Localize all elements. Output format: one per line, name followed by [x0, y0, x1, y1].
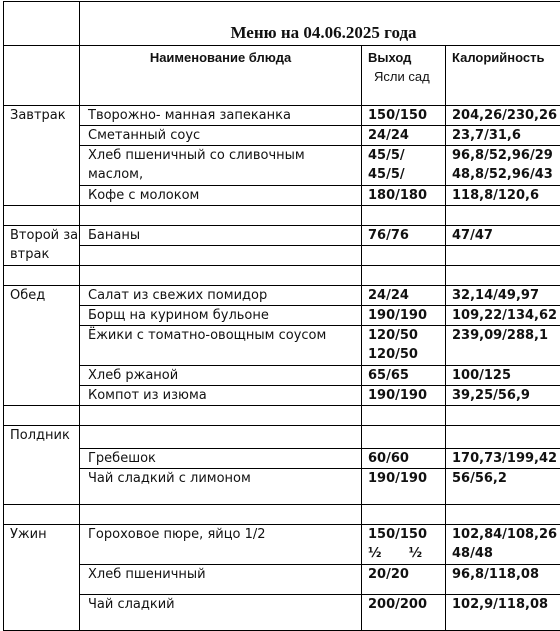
dish-output: 24/24	[362, 126, 446, 146]
dish-name: Творожно- манная запеканка	[80, 106, 362, 126]
dish-name: Чай сладкий	[80, 595, 362, 631]
table-row	[4, 106, 560, 126]
dish-output	[362, 326, 446, 366]
meal-label-lunch: Обед	[4, 286, 80, 406]
empty-cell	[4, 505, 80, 525]
dish-output: 150/150	[362, 106, 446, 126]
dish-output: 190/190	[362, 306, 446, 326]
table-row	[4, 186, 560, 206]
empty-cell	[446, 206, 560, 226]
dish-output-line: 150/150	[368, 527, 428, 542]
title-row	[4, 2, 560, 46]
meal-label-breakfast: Завтрак	[4, 106, 80, 206]
table-row	[4, 286, 560, 306]
dish-output: 20/20	[362, 565, 446, 595]
table-row	[4, 565, 560, 595]
dish-name: Гребешок	[80, 449, 362, 469]
dish-calories: 96,8/118,08	[446, 565, 560, 595]
dish-output-line: 45/5/	[368, 148, 405, 163]
dish-output-line: ½ ½	[368, 546, 423, 561]
empty-cell	[362, 505, 446, 525]
dish-calories: 204,26/230,26	[446, 106, 560, 126]
dish-calories: 239,09/288,1	[446, 326, 560, 366]
dish-output: 200/200	[362, 595, 446, 631]
dish-calories: 170,73/199,42	[446, 449, 560, 469]
dish-output	[362, 146, 446, 186]
dish-output: 76/76	[362, 226, 446, 246]
dish-name: Борщ на курином бульоне	[80, 306, 362, 326]
spacer-row	[4, 505, 560, 525]
table-row	[4, 326, 560, 366]
table-row	[4, 226, 560, 246]
dish-output	[362, 525, 446, 565]
meal-label-dinner: Ужин	[4, 525, 80, 631]
spacer-row	[4, 426, 560, 449]
dish-calories	[446, 525, 560, 565]
dish-name: Хлеб пшеничный	[80, 565, 362, 595]
dish-output-line: 120/50	[368, 328, 418, 343]
spacer-row	[4, 266, 560, 286]
dish-calories-line: 48/48	[452, 546, 493, 561]
dish-name: Чай сладкий с лимоном	[80, 469, 362, 505]
empty-cell	[446, 406, 560, 426]
empty-cell	[80, 505, 362, 525]
empty-cell	[80, 406, 362, 426]
table-row	[4, 126, 560, 146]
menu-table	[3, 1, 560, 631]
meal-label-second-breakfast: Второй завтрак	[4, 226, 80, 266]
dish-calories-line: 48,8/52,96/43	[452, 167, 553, 182]
empty-cell	[80, 206, 362, 226]
empty-cell	[446, 505, 560, 525]
dish-name-line: маслом,	[88, 167, 144, 182]
dish-calories: 32,14/49,97	[446, 286, 560, 306]
empty-cell	[362, 266, 446, 286]
table-row	[4, 386, 560, 406]
table-row	[4, 306, 560, 326]
table-row	[4, 449, 560, 469]
header-calories: Калорийность	[446, 46, 560, 106]
table-row	[4, 366, 560, 386]
table-row	[4, 146, 560, 186]
dish-calories-line: 96,8/52,96/29	[452, 148, 553, 163]
dish-name: Компот из изюма	[80, 386, 362, 406]
header-row	[4, 46, 560, 106]
dish-calories: 56/56,2	[446, 469, 560, 505]
dish-calories: 102,9/118,08	[446, 595, 560, 631]
empty-cell	[362, 426, 446, 449]
empty-cell	[4, 406, 80, 426]
header-dish: Наименование блюда	[80, 46, 362, 106]
table-row	[4, 525, 560, 565]
header-output-sub: Ясли сад	[374, 69, 430, 84]
empty-cell	[446, 246, 560, 266]
dish-calories: 23,7/31,6	[446, 126, 560, 146]
dish-output: 24/24	[362, 286, 446, 306]
empty-cell	[362, 206, 446, 226]
spacer-row	[4, 406, 560, 426]
dish-name: Бананы	[80, 226, 362, 246]
header-output-label: Выход	[368, 50, 412, 65]
dish-calories	[446, 146, 560, 186]
dish-name: Сметанный соус	[80, 126, 362, 146]
empty-cell	[446, 426, 560, 449]
dish-name: Салат из свежих помидор	[80, 286, 362, 306]
table-row	[4, 595, 560, 631]
dish-output-line: 45/5/	[368, 167, 405, 182]
dish-calories: 39,25/56,9	[446, 386, 560, 406]
menu-title: Меню на 04.06.2025 года	[80, 2, 560, 46]
empty-cell	[80, 246, 362, 266]
header-empty-cell	[4, 46, 80, 106]
empty-cell	[80, 266, 362, 286]
spacer-row	[4, 246, 560, 266]
dish-name: Ёжики с томатно-овощным соусом	[80, 326, 362, 366]
empty-cell	[4, 206, 80, 226]
dish-calories: 100/125	[446, 366, 560, 386]
dish-calories: 118,8/120,6	[446, 186, 560, 206]
dish-calories-line: 102,84/108,26	[452, 527, 558, 542]
empty-cell	[80, 426, 362, 449]
empty-cell	[446, 266, 560, 286]
dish-output-line: 120/50	[368, 347, 418, 362]
dish-output: 65/65	[362, 366, 446, 386]
empty-cell	[362, 406, 446, 426]
dish-name: Кофе с молоком	[80, 186, 362, 206]
meal-label-snack: Полдник	[4, 426, 80, 505]
header-output	[362, 46, 446, 106]
dish-name: Хлеб ржаной	[80, 366, 362, 386]
dish-output: 60/60	[362, 449, 446, 469]
dish-output: 190/190	[362, 469, 446, 505]
dish-name	[80, 146, 362, 186]
table-row	[4, 469, 560, 505]
empty-cell	[4, 266, 80, 286]
dish-calories: 47/47	[446, 226, 560, 246]
dish-output: 180/180	[362, 186, 446, 206]
empty-cell	[362, 246, 446, 266]
dish-name-line: Хлеб пшеничный со сливочным	[88, 148, 305, 163]
dish-calories: 109,22/134,62	[446, 306, 560, 326]
dish-name: Гороховое пюре, яйцо 1/2	[80, 525, 362, 565]
dish-output: 190/190	[362, 386, 446, 406]
meal-cell-empty	[4, 2, 80, 46]
spacer-row	[4, 206, 560, 226]
